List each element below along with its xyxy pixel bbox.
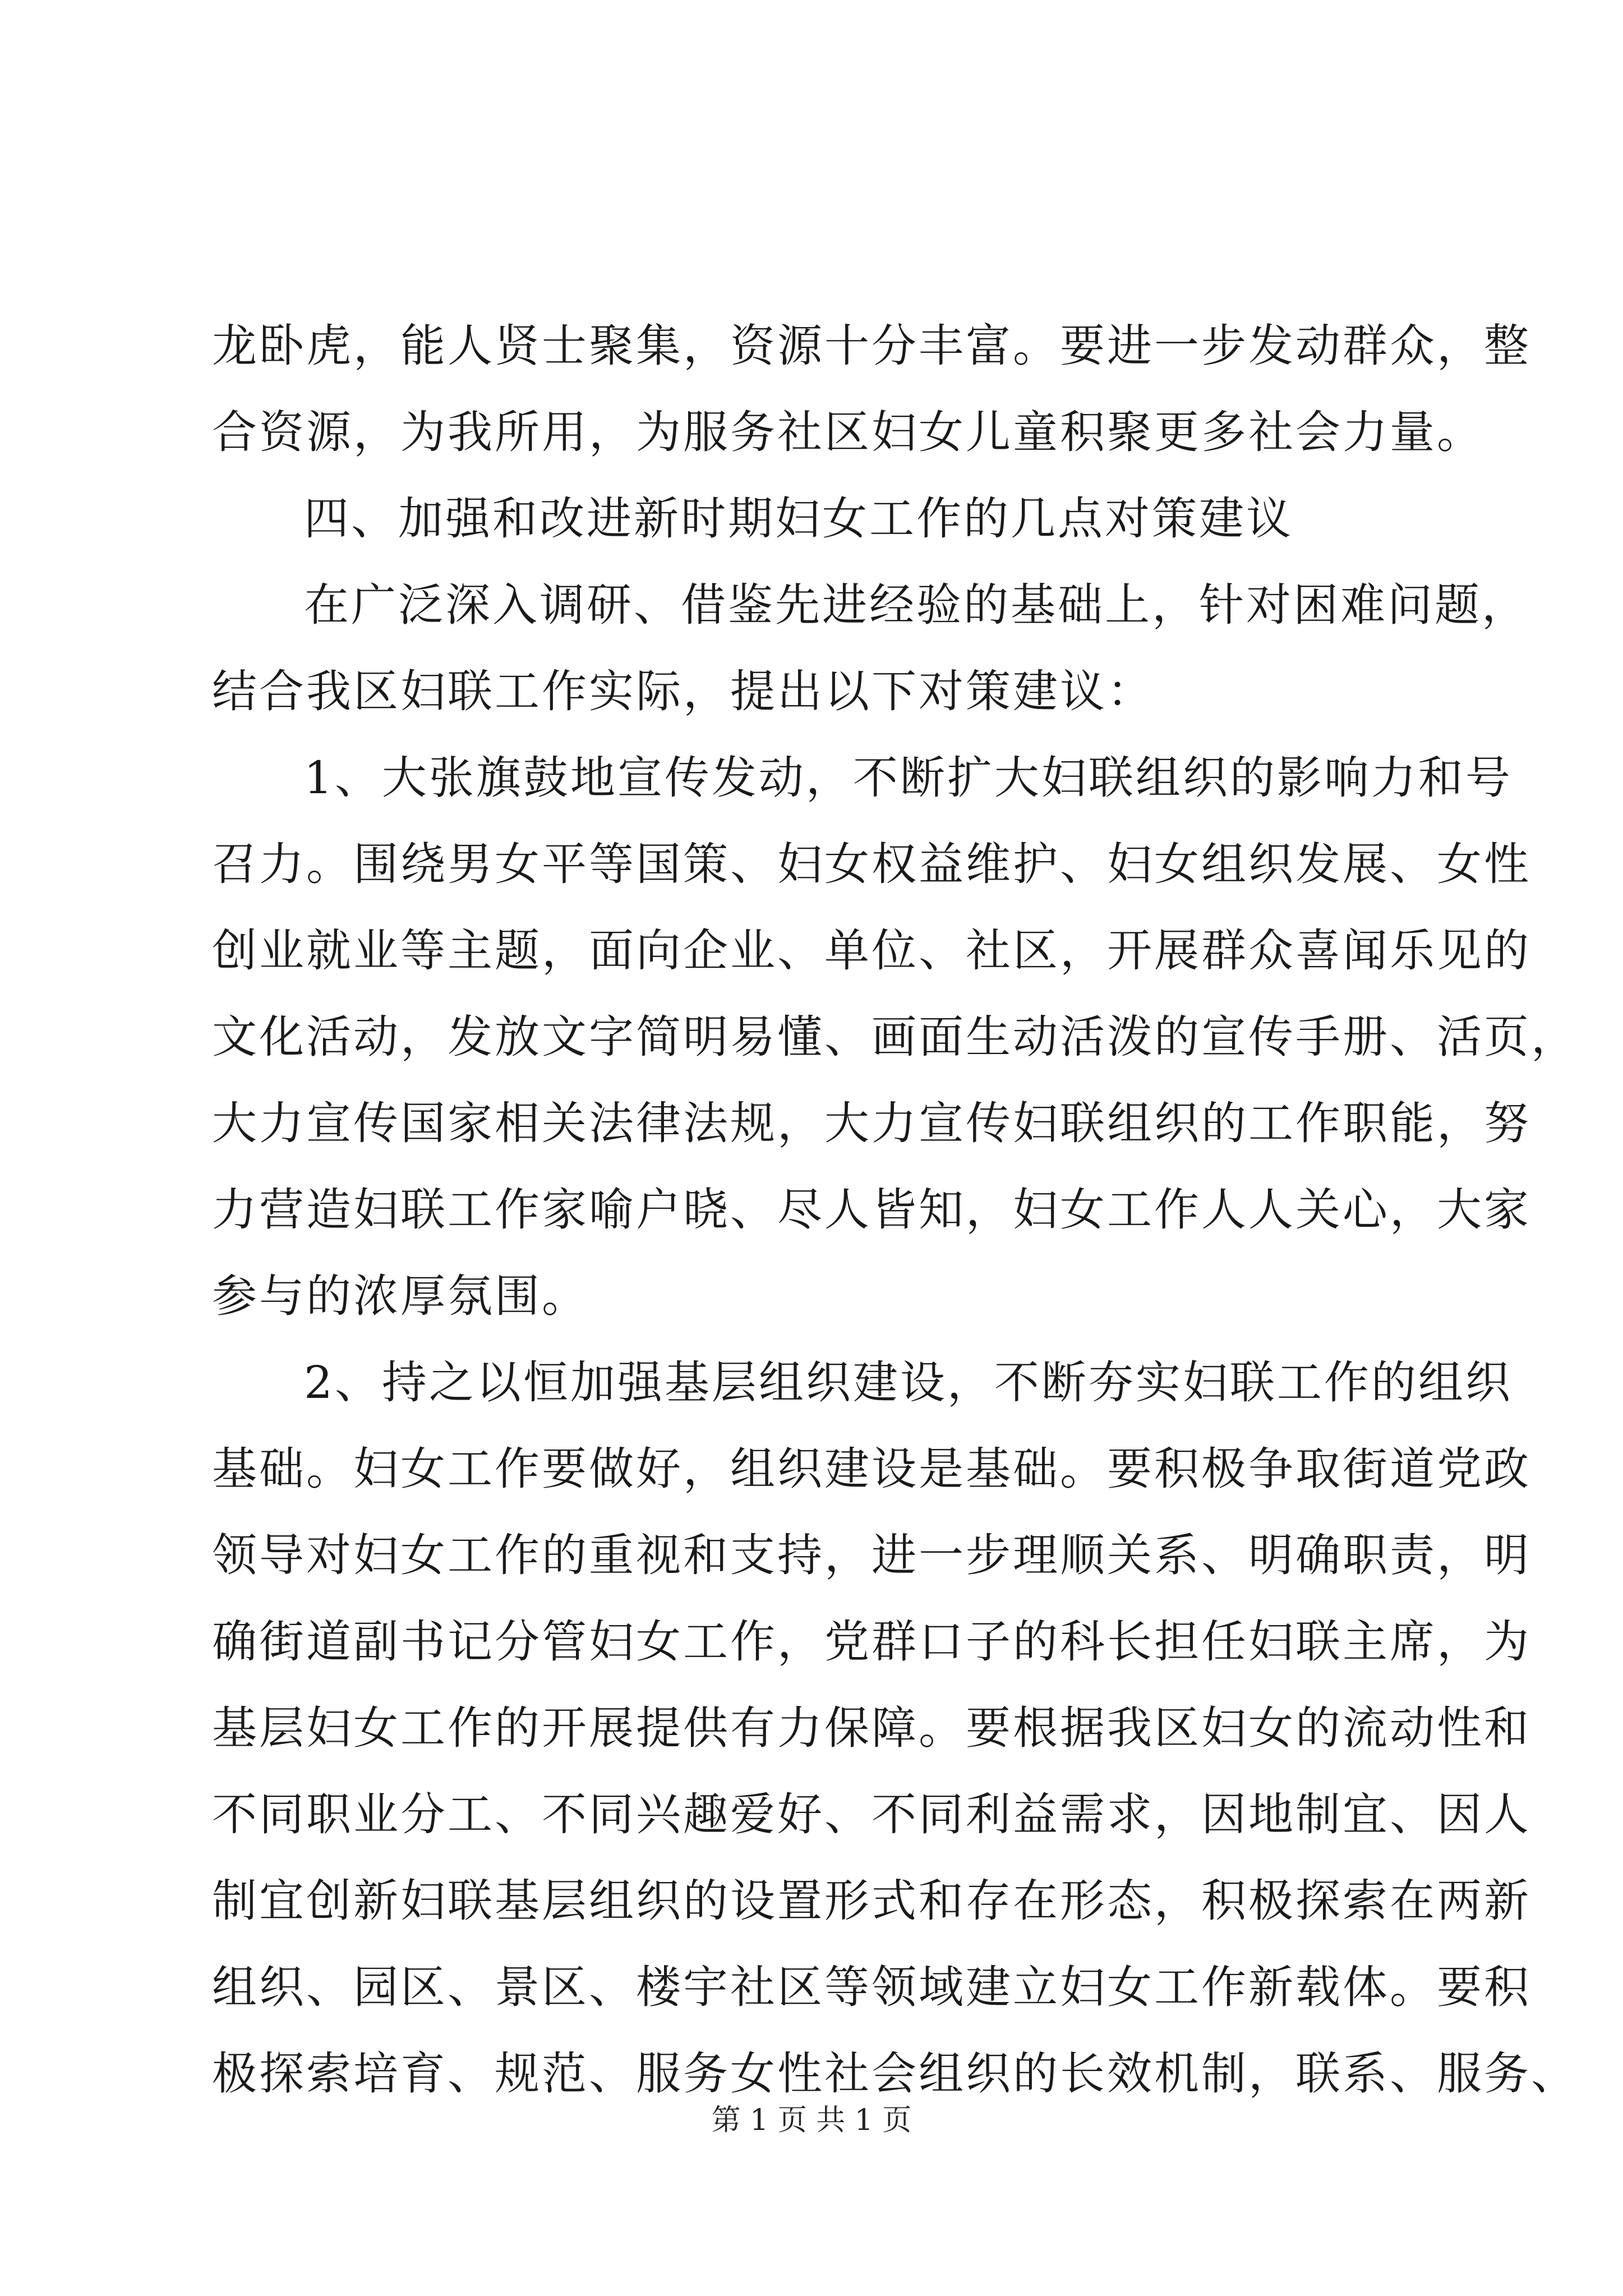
text-line: 基层妇女工作的开展提供有力保障。要根据我区妇女的流动性和 [212,1702,1531,1754]
text-line: 四、加强和改进新时期妇女工作的几点对策建议 [304,493,1293,545]
text-line: 确街道副书记分管妇女工作，党群口子的科长担任妇联主席，为 [212,1616,1531,1668]
text-line: 力营造妇联工作家喻户晓、尽人皆知，妇女工作人人关心，大家 [212,1184,1531,1236]
text-line: 龙卧虎，能人贤士聚集，资源十分丰富。要进一步发动群众，整 [212,320,1531,372]
text-line: 制宜创新妇联基层组织的设置形式和存在形态，积极探索在两新 [212,1875,1531,1927]
text-line: 组织、园区、景区、楼宇社区等领域建立妇女工作新载体。要积 [212,1961,1531,2013]
text-line: 1、大张旗鼓地宣传发动，不断扩大妇联组织的影响力和号 [304,752,1513,804]
text-line: 领导对妇女工作的重视和支持，进一步理顺关系、明确职责，明 [212,1529,1531,1581]
text-line: 大力宣传国家相关法律法规，大力宣传妇联组织的工作职能，努 [212,1097,1531,1149]
text-line: 不同职业分工、不同兴趣爱好、不同利益需求，因地制宜、因人 [212,1788,1531,1841]
page-footer: 第 1 页 共 1 页 [711,2104,912,2137]
text-line: 基础。妇女工作要做好，组织建设是基础。要积极争取街道党政 [212,1443,1531,1495]
text-line: 合资源，为我所用，为服务社区妇女儿童积聚更多社会力量。 [212,406,1484,458]
text-line: 极探索培育、规范、服务女性社会组织的长效机制，联系、服务、 [212,2047,1578,2100]
text-line: 创业就业等主题，面向企业、单位、社区，开展群众喜闻乐见的 [212,924,1531,977]
text-line: 2、持之以恒加强基层组织建设，不断夯实妇联工作的组织 [304,1356,1513,1409]
text-line: 在广泛深入调研、借鉴先进经验的基础上，针对困难问题， [304,579,1529,631]
text-line: 参与的浓厚氛围。 [212,1270,589,1322]
text-line: 文化活动，发放文字简明易懂、画面生动活泼的宣传手册、活页， [212,1011,1578,1063]
text-line: 结合我区妇联工作实际，提出以下对策建议： [212,665,1154,717]
text-line: 召力。围绕男女平等国策、妇女权益维护、妇女组织发展、女性 [212,838,1531,890]
document-body [212,303,1578,2117]
